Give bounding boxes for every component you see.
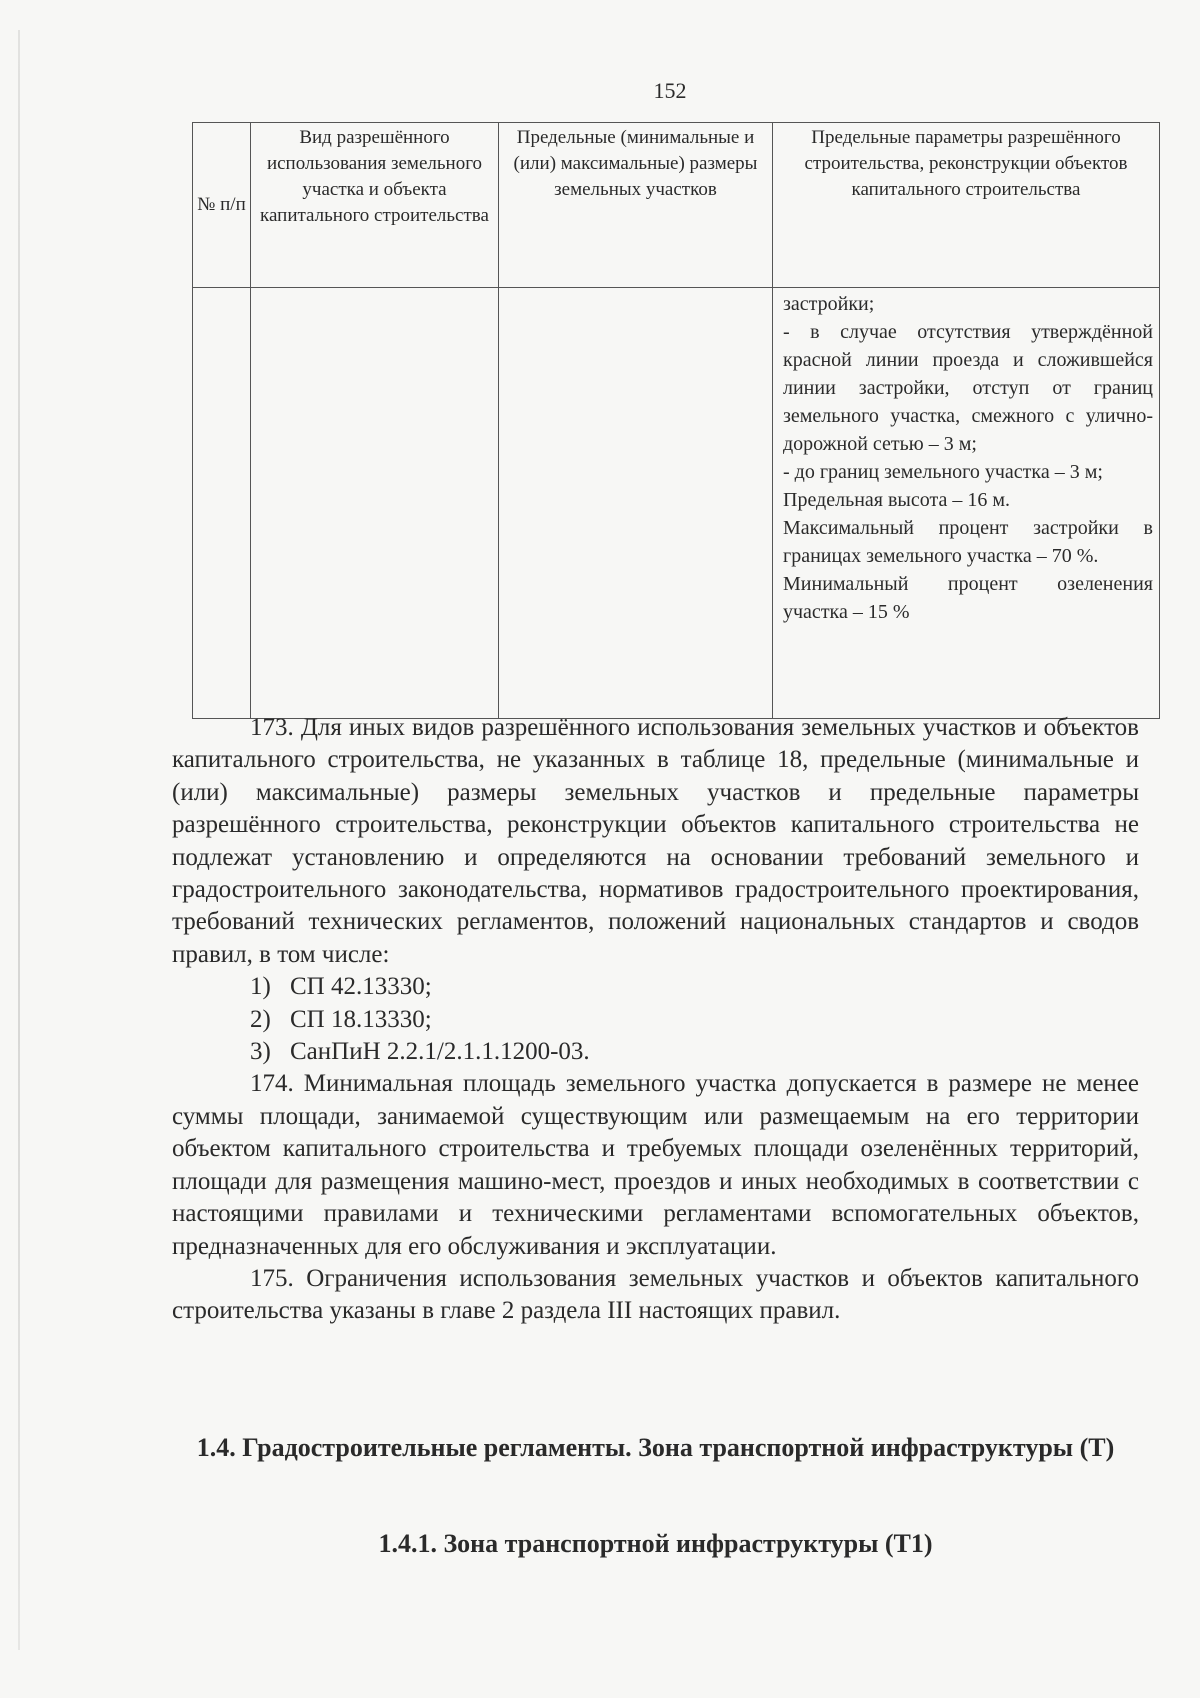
table-row bbox=[193, 288, 1160, 719]
list-text: СП 42.13330; bbox=[290, 973, 432, 1001]
header-use-type: Вид разрешённого использования земельного участка и объекта капитального строительства bbox=[251, 123, 499, 288]
parameter-line: - до границ земельного участка – 3 м; bbox=[783, 461, 1103, 483]
list-number: 3) bbox=[250, 1038, 271, 1066]
table-header-row bbox=[193, 123, 1160, 288]
parameter-line: застройки; bbox=[783, 293, 875, 315]
cell-use-type bbox=[251, 288, 499, 719]
paragraph-175: 175. Ограничения использования земельных участков и объектов капитального строительства указаны в главе 2 раздела III настоящих правил. bbox=[172, 1264, 1139, 1325]
parameter-line: Предельная высота – 16 м. bbox=[783, 489, 1011, 511]
paragraph-173: 173. Для иных видов разрешённого использования земельных участков и объектов капитального строительства, не указанных в таблице 18, предельные (минимальные и (или) максимальные) размеры земельных участков и предельные параметры разрешённого строительства, реконструкции объектов капитального строительства не подлежат установлению и определяются на основании требований земельного и градостроительного законодательства, нормативов градостроительного проектирования, требований технических регламентов, положений национальных стандартов и сводов правил, в том числе: bbox=[172, 714, 1139, 968]
list-text: СанПиН 2.2.1/2.1.1.1200-03. bbox=[290, 1038, 590, 1066]
paragraph-174: 174. Минимальная площадь земельного участка допускается в размере не менее суммы площади, занимаемой существующим или размещаемым на его территории объектом капитального строительства и требуемых площади озеленённых территорий, площади для размещения машино-мест, проездов и иных необходимых в соответствии с настоящими правилами и техническими регламентами вспомогательных объектов, предназначенных для его обслуживания и эксплуатации. bbox=[172, 1070, 1139, 1260]
header-number: № п/п bbox=[193, 123, 251, 288]
regulations-table bbox=[192, 122, 1160, 719]
list-item bbox=[172, 971, 1139, 1003]
list-text: СП 18.13330; bbox=[290, 1005, 432, 1033]
cell-number bbox=[193, 288, 251, 719]
list-number: 2) bbox=[250, 1005, 271, 1033]
parameter-line: Минимальный процент озеленения участка – 15 % bbox=[783, 573, 1153, 623]
page-number: 152 bbox=[653, 78, 687, 103]
body-text bbox=[172, 712, 1139, 1328]
scan-edge bbox=[18, 30, 20, 1650]
cell-parameters bbox=[773, 288, 1160, 719]
parameter-line: Максимальный процент застройки в границах земельного участка – 70 %. bbox=[783, 517, 1153, 567]
list-number: 1) bbox=[250, 973, 271, 1001]
section-heading: 1.4. Градостроительные регламенты. Зона транспортной инфраструктуры (Т) bbox=[196, 1433, 1115, 1462]
list-item bbox=[172, 1004, 1139, 1036]
parameter-line: - в случае отсутствия утверждённой красной линии проезда и сложившейся линии застройки, отступ от границ земельного участка, смежного с улично-дорожной сетью – 3 м; bbox=[783, 321, 1153, 455]
subsection-heading: 1.4.1. Зона транспортной инфраструктуры (Т1) bbox=[378, 1529, 933, 1558]
header-plot-sizes: Предельные (минимальные и (или) максимальные) размеры земельных участков bbox=[499, 123, 773, 288]
cell-plot-sizes bbox=[499, 288, 773, 719]
list-item bbox=[172, 1036, 1139, 1068]
header-parameters: Предельные параметры разрешённого строительства, реконструкции объектов капитального строительства bbox=[773, 123, 1160, 288]
